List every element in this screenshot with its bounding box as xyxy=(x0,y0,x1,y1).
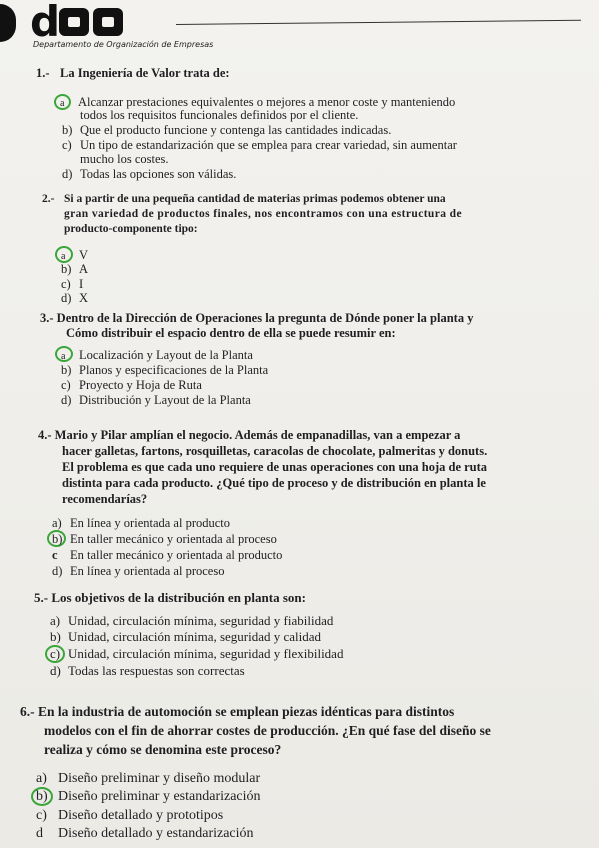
option-letter: d) xyxy=(62,167,73,181)
q1-option-c-cont: mucho los costes. xyxy=(80,152,169,166)
option-letter: c) xyxy=(61,277,71,291)
option-text: En línea y orientada al producto xyxy=(70,516,231,530)
q3-option-d[interactable] xyxy=(61,393,251,407)
q5-option-c[interactable] xyxy=(50,647,343,661)
question-4-stem-4: distinta para cada producto. ¿Qué tipo de proceso y de distribución en planta le xyxy=(62,476,486,490)
header-rule xyxy=(176,20,581,25)
q5-option-d[interactable] xyxy=(50,664,245,678)
option-letter: c) xyxy=(62,138,72,152)
option-letter: d xyxy=(36,826,43,841)
option-text: Distribución y Layout de la Planta xyxy=(79,393,251,407)
q5-option-a[interactable] xyxy=(50,614,333,628)
option-letter: a xyxy=(61,251,66,262)
question-2-stem-3: producto-componente tipo: xyxy=(64,223,198,235)
question-4-stem-1: 4.- Mario y Pilar amplían el negocio. Además de empanadillas, van a empezar a xyxy=(38,428,461,442)
question-4-stem-2: hacer galletas, fartons, rosquilletas, caracolas de chocolate, palmeritas y donuts. xyxy=(62,444,488,458)
question-6-stem-1: 6.- En la industria de automoción se emplean piezas idénticas para distintos xyxy=(20,704,455,719)
option-text: En taller mecánico y orientada al proceso xyxy=(70,532,277,546)
option-text: Un tipo de estandarización que se emplea para crear variedad, sin aumentar xyxy=(80,138,457,152)
option-letter: d) xyxy=(61,291,72,305)
option-text: Diseño preliminar y estandarización xyxy=(58,789,261,804)
option-text: Planos y especificaciones de la Planta xyxy=(79,363,269,377)
option-letter: d) xyxy=(52,564,63,578)
option-text: I xyxy=(79,277,84,291)
q6-option-d[interactable] xyxy=(36,826,254,842)
option-letter: b) xyxy=(50,629,61,644)
option-letter: a xyxy=(61,351,66,362)
q4-option-b[interactable] xyxy=(52,532,277,546)
q4-option-a[interactable] xyxy=(52,516,230,530)
option-text: Alcanzar prestaciones equivalentes o mejores a menor coste y manteniendo xyxy=(78,95,456,109)
option-text: Que el producto funcione y contenga las cantidades indicadas. xyxy=(80,123,392,137)
logo: d xyxy=(30,0,125,44)
option-text: Todas las respuestas son correctas xyxy=(68,663,245,678)
option-letter: b) xyxy=(61,363,72,377)
department-name: Departamento de Organización de Empresas xyxy=(33,40,214,49)
question-2-stem-1: Si a partir de una pequeña cantidad de materias primas podemos obtener una xyxy=(64,193,446,205)
q6-option-b[interactable] xyxy=(36,789,261,805)
q2-option-d[interactable] xyxy=(61,291,88,305)
question-2-number: 2.- xyxy=(42,193,55,205)
option-text: Unidad, circulación mínima, seguridad y fiabilidad xyxy=(68,613,334,628)
header xyxy=(0,0,599,58)
option-text: Diseño detallado y prototipos xyxy=(58,808,224,823)
option-text: Localización y Layout de la Planta xyxy=(79,348,253,362)
q2-option-b[interactable] xyxy=(61,262,88,276)
option-letter: b) xyxy=(61,262,72,276)
question-6-stem-3: realiza y cómo se denomina este proceso? xyxy=(44,742,282,757)
q3-option-b[interactable] xyxy=(61,363,268,377)
option-letter: b) xyxy=(52,532,63,546)
option-letter: b) xyxy=(36,789,48,804)
q2-option-c[interactable] xyxy=(61,277,83,291)
option-letter: a) xyxy=(36,771,47,786)
q1-option-c[interactable] xyxy=(62,138,457,152)
option-letter: a) xyxy=(50,613,61,628)
option-text: Unidad, circulación mínima, seguridad y calidad xyxy=(68,629,322,644)
question-3-stem-2: Cómo distribuir el espacio dentro de ella se puede resumir en: xyxy=(66,326,396,340)
q6-option-a[interactable] xyxy=(36,771,260,787)
option-letter: c) xyxy=(50,646,61,661)
option-letter: d) xyxy=(50,663,61,678)
option-text: En línea y orientada al proceso xyxy=(70,564,225,578)
question-5-stem: 5.- Los objetivos de la distribución en planta son: xyxy=(34,590,306,605)
logo-mark xyxy=(0,4,16,42)
option-text: Proyecto y Hoja de Ruta xyxy=(79,378,202,392)
question-1-number: 1.- xyxy=(36,66,50,80)
question-3-stem-1: 3.- Dentro de la Dirección de Operaciones la pregunta de Dónde poner la planta y xyxy=(40,311,474,325)
q1-option-a-cont: todos los requisitos funcionales definidos por el cliente. xyxy=(80,108,359,122)
option-letter: d) xyxy=(61,393,72,407)
question-2-stem-2: gran variedad de productos finales, nos encontramos con una estructura de xyxy=(64,208,462,220)
q6-option-c[interactable] xyxy=(36,808,223,824)
q5-option-b[interactable] xyxy=(50,630,321,644)
option-text: Diseño detallado y estandarización xyxy=(58,826,254,841)
q3-option-a[interactable] xyxy=(61,348,253,364)
option-text: A xyxy=(79,262,89,276)
option-letter: c) xyxy=(61,378,71,392)
q3-option-c[interactable] xyxy=(61,378,202,392)
option-text: X xyxy=(79,291,89,305)
question-4-stem-5: recomendarías? xyxy=(62,492,148,506)
option-text: V xyxy=(79,248,89,262)
q4-option-d[interactable] xyxy=(52,564,224,578)
q4-option-c[interactable] xyxy=(52,548,282,562)
q1-option-b[interactable] xyxy=(62,123,391,137)
option-text: Diseño preliminar y diseño modular xyxy=(58,771,261,786)
option-letter: a xyxy=(60,98,65,109)
option-text: En taller mecánico y orientada al producto xyxy=(70,548,283,562)
option-letter: b) xyxy=(62,123,73,137)
option-text: Unidad, circulación mínima, seguridad y flexibilidad xyxy=(68,646,344,661)
question-4-stem-3: El problema es que cada uno requiere de unas operaciones con una hoja de ruta xyxy=(62,460,488,474)
option-letter: c) xyxy=(36,808,47,823)
question-6-stem-2: modelos con el fin de ahorrar costes de producción. ¿En qué fase del diseño se xyxy=(44,723,491,738)
option-text: Todas las opciones son válidas. xyxy=(80,167,237,181)
q1-option-d[interactable] xyxy=(62,167,236,181)
option-letter: a) xyxy=(52,516,62,530)
question-1-stem: La Ingeniería de Valor trata de: xyxy=(60,66,230,80)
option-letter: c xyxy=(52,548,58,562)
